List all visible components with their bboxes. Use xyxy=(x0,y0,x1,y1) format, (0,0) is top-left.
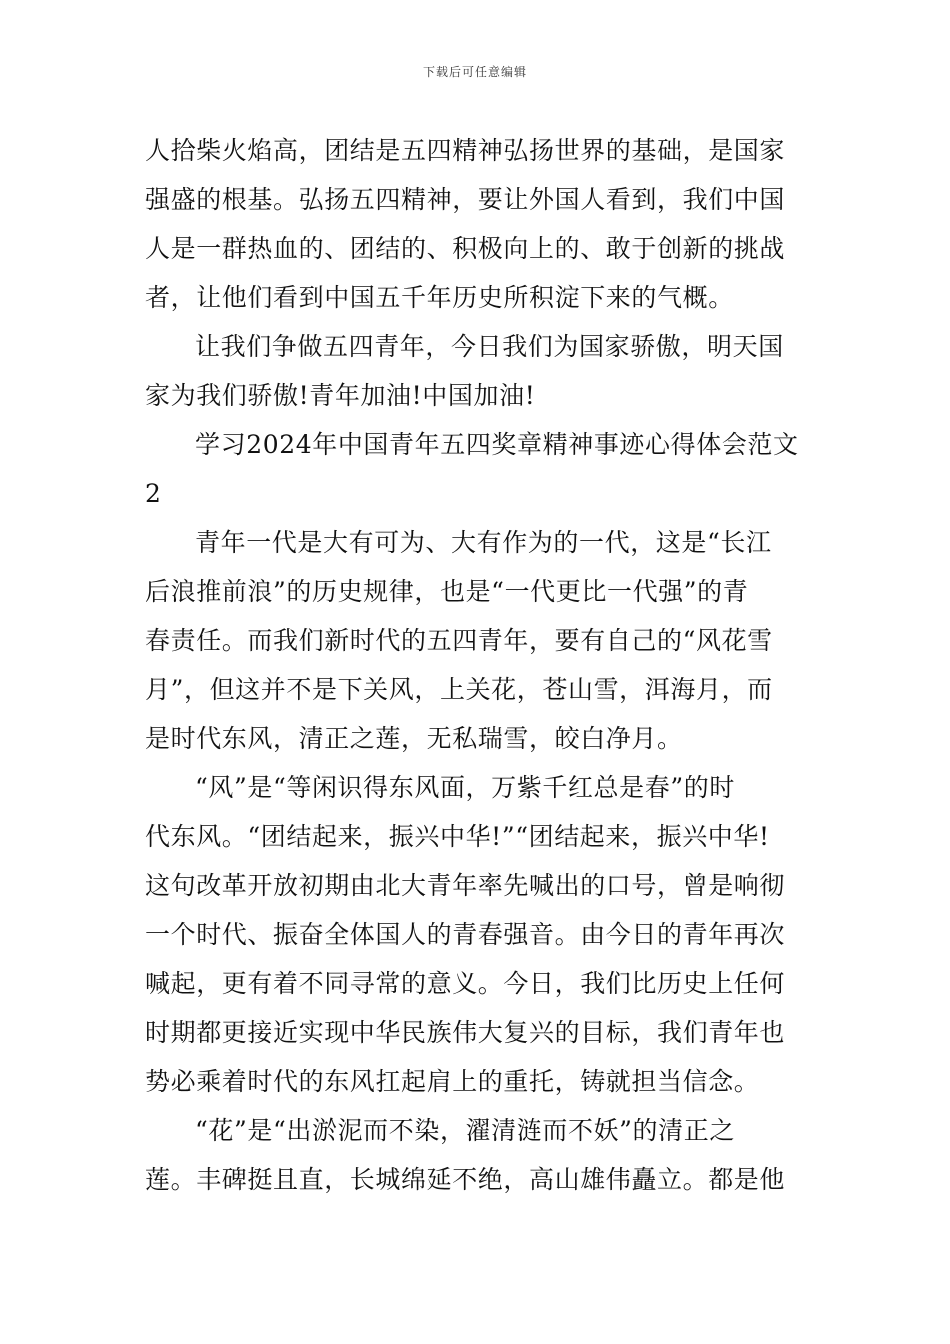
paragraph-start-line: “花”是“出淤泥而不染，濯清涟而不妖”的清正之 xyxy=(195,1116,735,1145)
paragraph-start-line: 让我们争做五四青年，今日我们为国家骄傲，明天国 xyxy=(195,332,784,361)
text-line: 人是一群热血的、团结的、积极向上的、敢于创新的挑战 xyxy=(145,234,786,263)
text-line: 是时代东风，清正之莲，无私瑞雪，皎白净月。 xyxy=(145,724,683,753)
text-line: 时期都更接近实现中华民族伟大复兴的目标，我们青年也 xyxy=(145,1018,786,1047)
text-line: 喊起，更有着不同寻常的意义。今日，我们比历史上任何 xyxy=(145,969,786,998)
document-body xyxy=(145,126,810,1204)
page-header: 下载后可任意编辑 xyxy=(422,65,527,79)
text-line: 月”，但这并不是下关风，上关花，苍山雪，洱海月，而 xyxy=(145,675,773,704)
text-line: 春责任。而我们新时代的五四青年，要有自己的“风花雪 xyxy=(145,626,773,655)
text-line: 强盛的根基。弘扬五四精神，要让外国人看到，我们中国 xyxy=(145,185,786,214)
text-line: 代东风。“团结起来，振兴中华!”“团结起来，振兴中华! xyxy=(145,822,770,851)
text-line: 后浪推前浪”的历史规律，也是“一代更比一代强”的青 xyxy=(145,577,749,606)
text-line: 一个时代、振奋全体国人的青春强音。由今日的青年再次 xyxy=(145,920,786,949)
paragraph-start-line: 青年一代是大有可为、大有作为的一代，这是“长江 xyxy=(195,528,772,557)
text-line: 家为我们骄傲!青年加油!中国加油! xyxy=(145,381,536,410)
text-line: 这句改革开放初期由北大青年率先喊出的口号，曾是响彻 xyxy=(145,871,786,900)
section-title-line: 2 xyxy=(145,479,162,508)
text-line: 人拾柴火焰高，团结是五四精神弘扬世界的基础，是国家 xyxy=(145,136,786,165)
text-line: 者，让他们看到中国五千年历史所积淀下来的气概。 xyxy=(145,283,734,312)
paragraph-start-line: “风”是“等闲识得东风面，万紫千红总是春”的时 xyxy=(195,773,735,802)
section-title-line: 学习2024年中国青年五四奖章精神事迹心得体会范文 xyxy=(195,430,799,459)
text-line: 势必乘着时代的东风扛起肩上的重托，铸就担当信念。 xyxy=(145,1067,760,1096)
text-line: 莲。丰碑挺且直，长城绵延不绝，高山雄伟矗立。都是他 xyxy=(145,1165,786,1194)
